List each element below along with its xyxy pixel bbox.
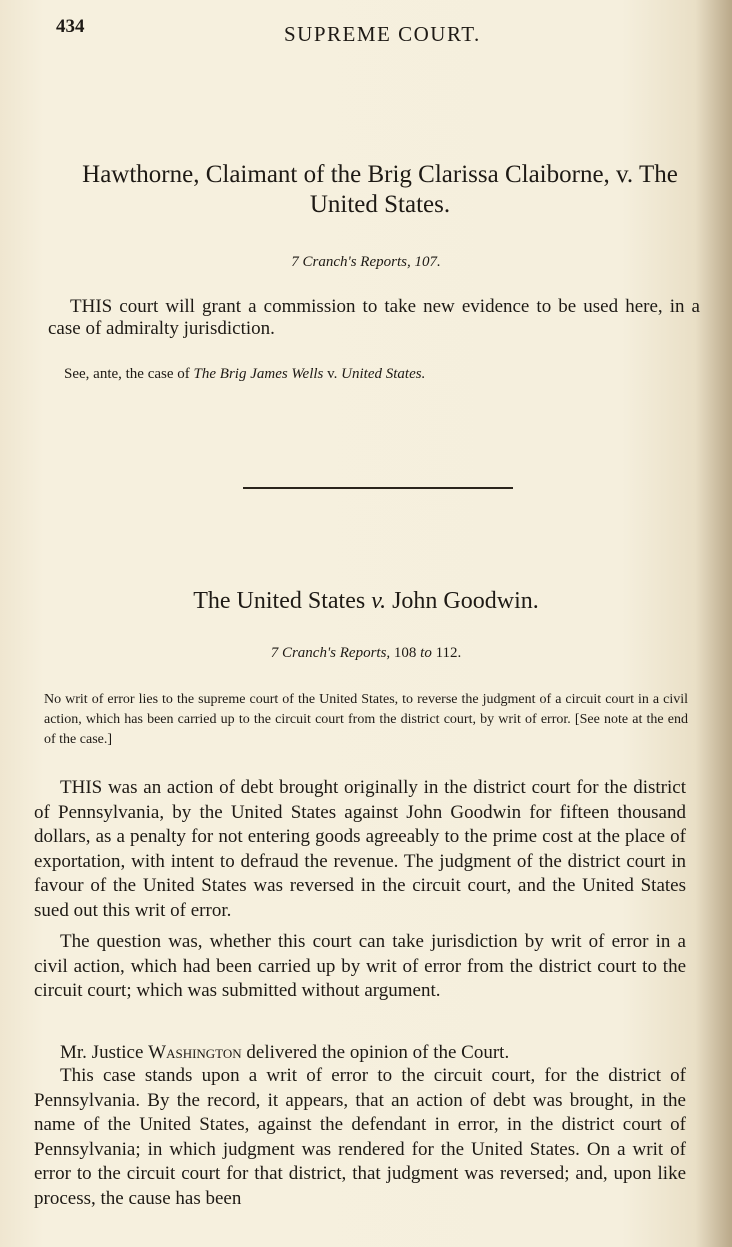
case-title-goodwin [0, 588, 732, 615]
citation-to: to [420, 645, 432, 661]
cross-reference-prefix: See, ante, the case of [64, 366, 194, 382]
opinion-intro-prefix: Mr. Justice [60, 1042, 149, 1063]
cross-reference-case-name: The Brig James Wells [193, 366, 324, 382]
cross-reference-party: United States. [341, 366, 426, 382]
opinion-intro [34, 1041, 686, 1066]
opinion-intro-suffix: delivered the opinion of the Court. [241, 1042, 510, 1063]
opinion-paragraph: This case stands upon a writ of error to the circuit court, for the district of Pennsylvania. By the record, it appears, that an action of debt was brought, in the name of the United States, against the defendant in error, in the district court of Pennsylvania; in which judgment was rendered for the United States. On a writ of error to the circuit court for that district, that judgment was reversed; and, upon like process, the cause has been [34, 1065, 686, 1209]
running-head: SUPREME COURT. [284, 22, 481, 46]
case-citation-hawthorne: 7 Cranch's Reports, 107. [291, 254, 441, 270]
body-paragraph: THIS was an action of debt brought originally in the district court for the district of Pennsylvania, by the United States against John Goodwin for fifteen thousand dollars, as a penalty for not entering goods agreeably to the prime cost at the place of exportation, with intent to defraud the revenue. The judgment of the district court in favour of the United States was reversed in the circuit court, and the United States sued out this writ of error. [34, 777, 686, 921]
case-title-v: v. [371, 588, 387, 614]
headnote-goodwin: No writ of error lies to the supreme court of the United States, to reverse the judgment of a circuit court in a civil action, which has been carried up to the circuit court from the district court, by writ of error. [See note at the end of the case.] [44, 692, 688, 747]
citation-reports: 7 Cranch's Reports, [270, 645, 391, 661]
page-number: 434 [56, 16, 85, 37]
cross-reference [64, 366, 425, 383]
citation-range-start: 108 [390, 645, 421, 661]
case-title-part1: The United States [193, 588, 372, 614]
cross-reference-v: v. [323, 366, 342, 382]
body-paragraph: The question was, whether this court can take jurisdiction by writ of error in a civil action, which had been carried up by writ of error from the district court to the circuit court; which was submitted without argument. [34, 931, 686, 1001]
case-citation-goodwin [0, 645, 732, 662]
citation-range-end: 112. [431, 645, 462, 661]
headnote-hawthorne: THIS court will grant a commission to take new evidence to be used here, in a case of admiralty jurisdiction. [48, 296, 700, 339]
case-title-hawthorne: Hawthorne, Claimant of the Brig Clarissa Claiborne, v. The United States. [82, 161, 678, 218]
section-divider [243, 487, 513, 489]
case-title-part2: John Goodwin. [386, 588, 539, 614]
justice-name: Washington [148, 1042, 242, 1063]
